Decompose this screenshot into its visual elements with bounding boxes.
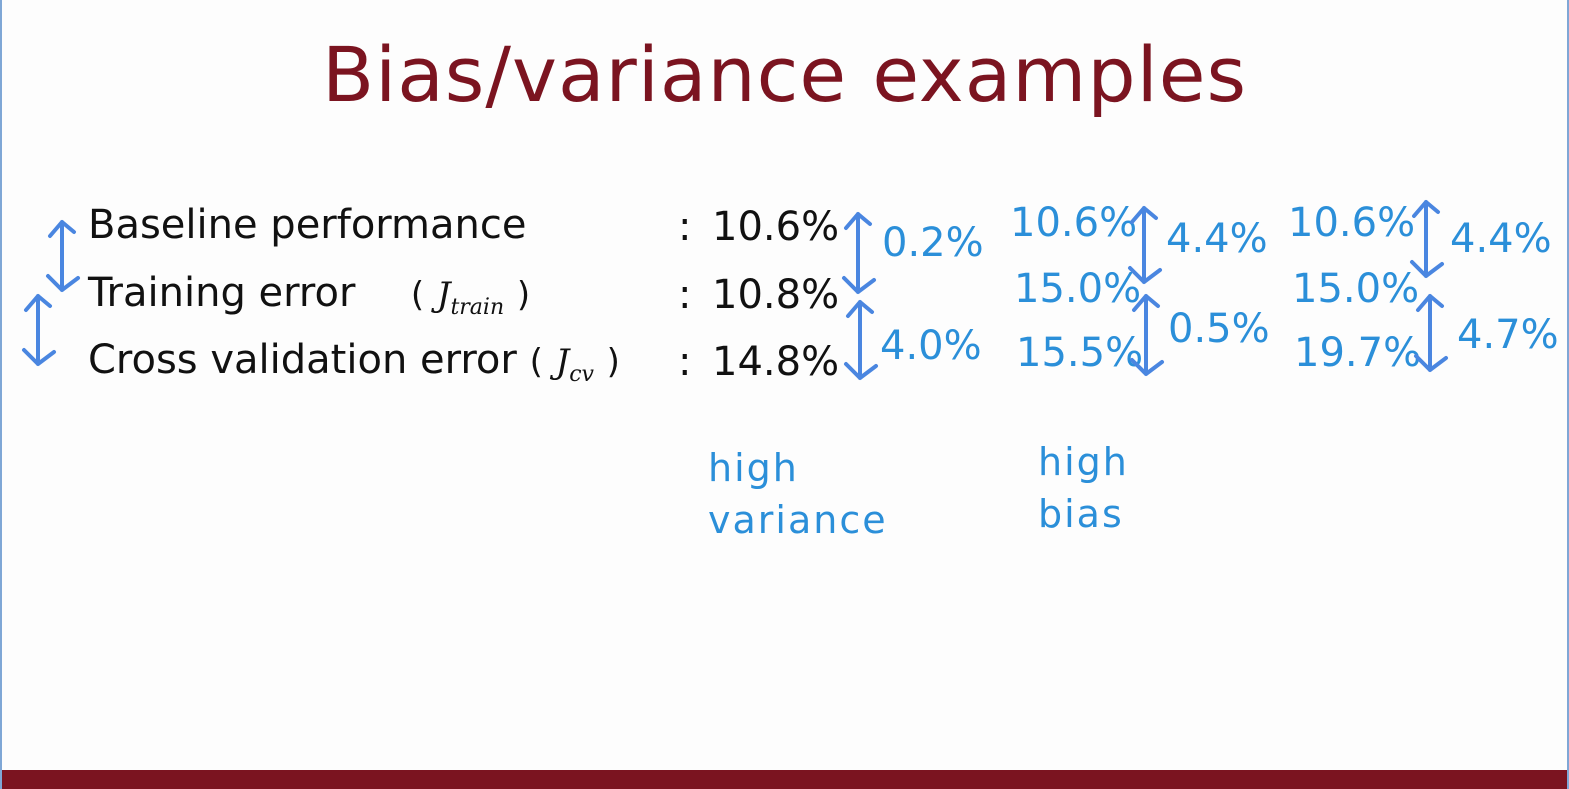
double-arrow-icon (48, 222, 78, 290)
colon: : (678, 204, 692, 250)
j-subscript: train (450, 295, 505, 320)
example2-cv: 15.5% (1016, 330, 1144, 376)
colon: : (678, 272, 692, 318)
double-arrow-icon (844, 214, 874, 292)
example3-train: 15.0% (1292, 266, 1420, 312)
example3-gap-bottom: 4.7% (1457, 312, 1559, 358)
example3-baseline: 10.6% (1288, 200, 1416, 246)
slide-title: Bias/variance examples (321, 30, 1248, 119)
paren-open: ( (529, 342, 543, 382)
note-line: bias (1038, 492, 1124, 536)
colon: : (678, 339, 692, 385)
example2-train: 15.0% (1014, 266, 1142, 312)
example3-cv: 19.7% (1294, 330, 1422, 376)
example2-gap-bottom: 0.5% (1168, 306, 1270, 352)
note-line: variance (708, 498, 888, 542)
paren-open: ( (410, 275, 425, 315)
note-line: high (1038, 440, 1129, 484)
row-label-baseline: Baseline performance (88, 202, 527, 248)
example1-gap-bottom: 4.0% (880, 323, 982, 369)
training-label-text: Training error (88, 270, 356, 316)
bottom-bar (2, 770, 1567, 789)
arrow-layer (2, 0, 1569, 789)
j-symbol: J (436, 275, 451, 315)
double-arrow-icon (846, 302, 876, 378)
double-arrow-icon (1132, 296, 1162, 374)
double-arrow-icon (1412, 202, 1442, 276)
paren-close: ) (606, 342, 620, 382)
note-line: high (708, 446, 799, 490)
j-subscript: cv (569, 362, 594, 387)
baseline-value: 10.6% (712, 204, 840, 250)
double-arrow-icon (1416, 296, 1446, 370)
j-symbol: J (555, 342, 570, 382)
double-arrow-icon (24, 296, 54, 364)
training-value: 10.8% (712, 272, 840, 318)
cv-label-text: Cross validation error (88, 337, 517, 383)
example2-gap-top: 4.4% (1166, 216, 1268, 262)
example3-gap-top: 4.4% (1450, 216, 1552, 262)
example1-gap-top: 0.2% (882, 220, 984, 266)
double-arrow-icon (1130, 208, 1160, 282)
cv-value: 14.8% (712, 339, 840, 385)
paren-close: ) (516, 275, 531, 315)
example2-baseline: 10.6% (1010, 200, 1138, 246)
